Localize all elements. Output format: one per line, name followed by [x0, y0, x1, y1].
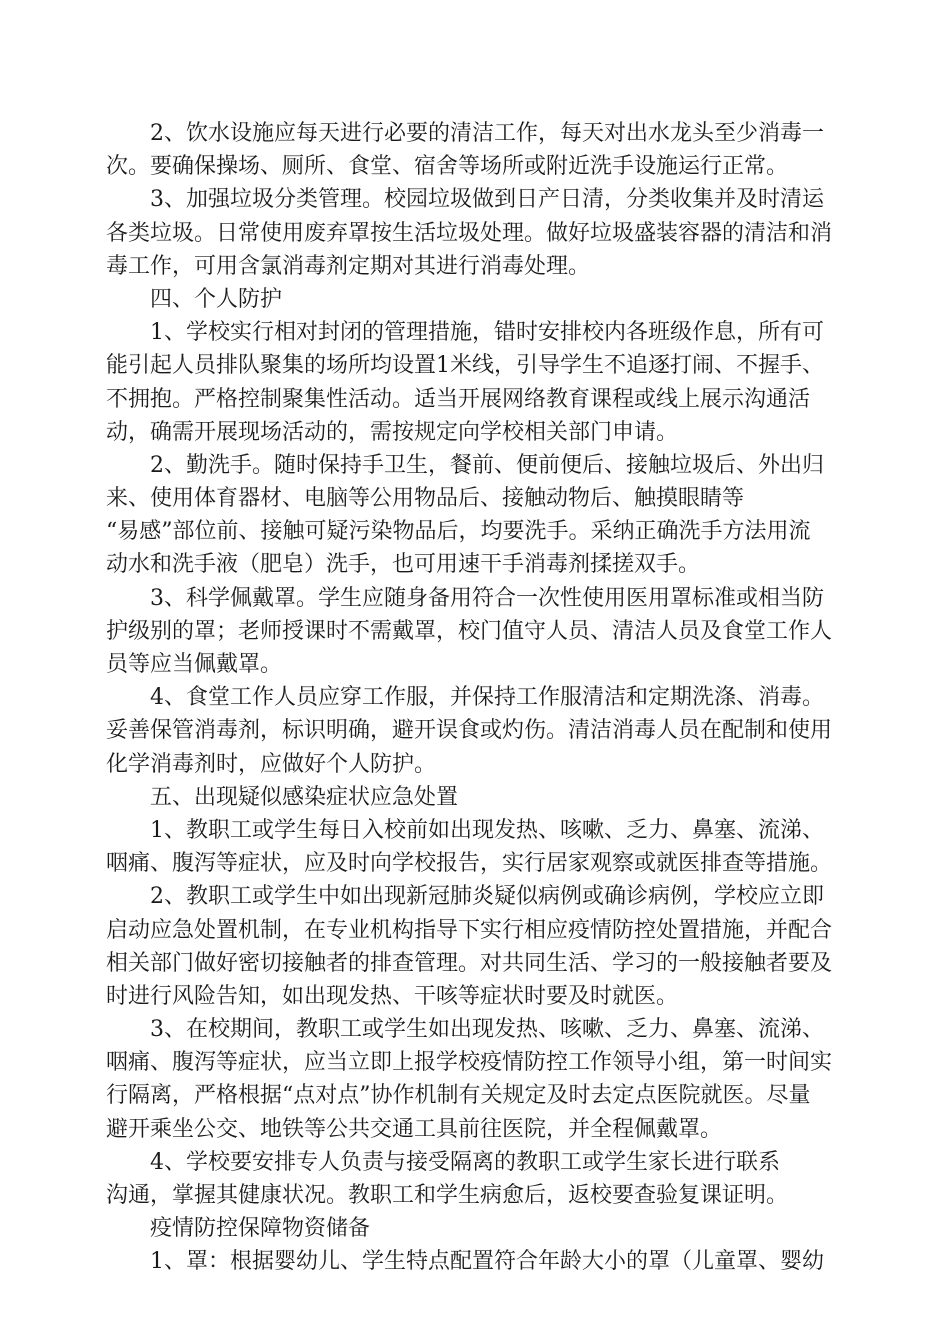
text-line: 动，确需开展现场活动的，需按规定向学校相关部门申请。	[106, 419, 679, 445]
text-line: 毒工作，可用含氯消毒剂定期对其进行消毒处理。	[106, 253, 591, 279]
text-line: 3、在校期间，教职工或学生如出现发热、咳嗽、乏力、鼻塞、流涕、	[150, 1017, 824, 1043]
text-line: 来、使用体育器材、电脑等公用物品后、接触动物后、触摸眼睛等	[106, 486, 745, 512]
text-line: 员等应当佩戴罩。	[106, 652, 283, 677]
text-line: 五、出现疑似感染症状应急处置	[150, 784, 459, 810]
text-line: 护级别的罩；老师授课时不需戴罩，校门值守人员、清洁人员及食堂工作人	[106, 618, 833, 644]
text-line: 时进行风险告知，如出现发热、干咳等症状时要及时就医。	[106, 983, 679, 1009]
text-line: 各类垃圾。日常使用废弃罩按生活垃圾处理。做好垃圾盛装容器的清洁和消	[106, 220, 833, 246]
text-line: 化学消毒剂时，应做好个人防护。	[106, 751, 437, 777]
text-line: 3、科学佩戴罩。学生应随身备用符合一次性使用医用罩标准或相当防	[150, 585, 824, 611]
text-line: 避开乘坐公交、地铁等公共交通工具前往医院，并全程佩戴罩。	[106, 1116, 723, 1142]
text-line: 2、教职工或学生中如出现新冠肺炎疑似病例或确诊病例，学校应立即	[150, 884, 824, 910]
text-line: 相关部门做好密切接触者的排查管理。对共同生活、学习的一般接触者要及	[106, 950, 833, 976]
text-line: 能引起人员排队聚集的场所均设置1米线，引导学生不追逐打闹、不握手、	[106, 353, 824, 379]
text-line: 沟通，掌握其健康状况。教职工和学生病愈后，返校要查验复课证明。	[106, 1183, 789, 1208]
text-line: 不拥抱。严格控制聚集性活动。适当开展网络教育课程或线上展示沟通活	[106, 386, 811, 412]
text-line: 疫情防控保障物资储备	[150, 1216, 371, 1242]
text-line: 妥善保管消毒剂，标识明确，避开误食或灼伤。清洁消毒人员在配制和使用	[106, 718, 833, 744]
text-line: “易感”部位前、接触可疑污染物品后，均要洗手。采纳正确洗手方法用流	[106, 519, 811, 545]
text-line: 2、饮水设施应每天进行必要的清洁工作，每天对出水龙头至少消毒一	[150, 121, 824, 146]
text-line: 1、罩：根据婴幼儿、学生特点配置符合年龄大小的罩（儿童罩、婴幼	[150, 1249, 824, 1275]
text-line: 4、学校要安排专人负责与接受隔离的教职工或学生家长进行联系	[150, 1149, 780, 1175]
document-body	[106, 117, 860, 1279]
text-line: 咽痛、腹泻等症状，应及时向学校报告，实行居家观察或就医排查等措施。	[106, 851, 833, 877]
text-line: 行隔离，严格根据“点对点”协作机制有关规定及时去定点医院就医。尽量	[106, 1083, 811, 1109]
text-line: 1、学校实行相对封闭的管理措施，错时安排校内各班级作息，所有可	[150, 320, 824, 346]
text-line: 2、勤洗手。随时保持手卫生，餐前、便前便后、接触垃圾后、外出归	[150, 452, 824, 478]
text-line: 次。要确保操场、厕所、食堂、宿舍等场所或附近洗手设施运行正常。	[106, 154, 789, 180]
text-line: 1、教职工或学生每日入校前如出现发热、咳嗽、乏力、鼻塞、流涕、	[150, 817, 824, 843]
text-line: 咽痛、腹泻等症状，应当立即上报学校疫情防控工作领导小组，第一时间实	[106, 1050, 833, 1076]
text-line: 3、加强垃圾分类管理。校园垃圾做到日产日清，分类收集并及时清运	[150, 187, 824, 213]
text-line: 启动应急处置机制，在专业机构指导下实行相应疫情防控处置措施，并配合	[106, 917, 833, 943]
text-line: 四、个人防护	[150, 286, 283, 312]
text-line: 4、食堂工作人员应穿工作服，并保持工作服清洁和定期洗涤、消毒。	[150, 685, 824, 711]
text-line: 动水和洗手液（肥皂）洗手，也可用速干手消毒剂揉搓双手。	[106, 552, 701, 578]
